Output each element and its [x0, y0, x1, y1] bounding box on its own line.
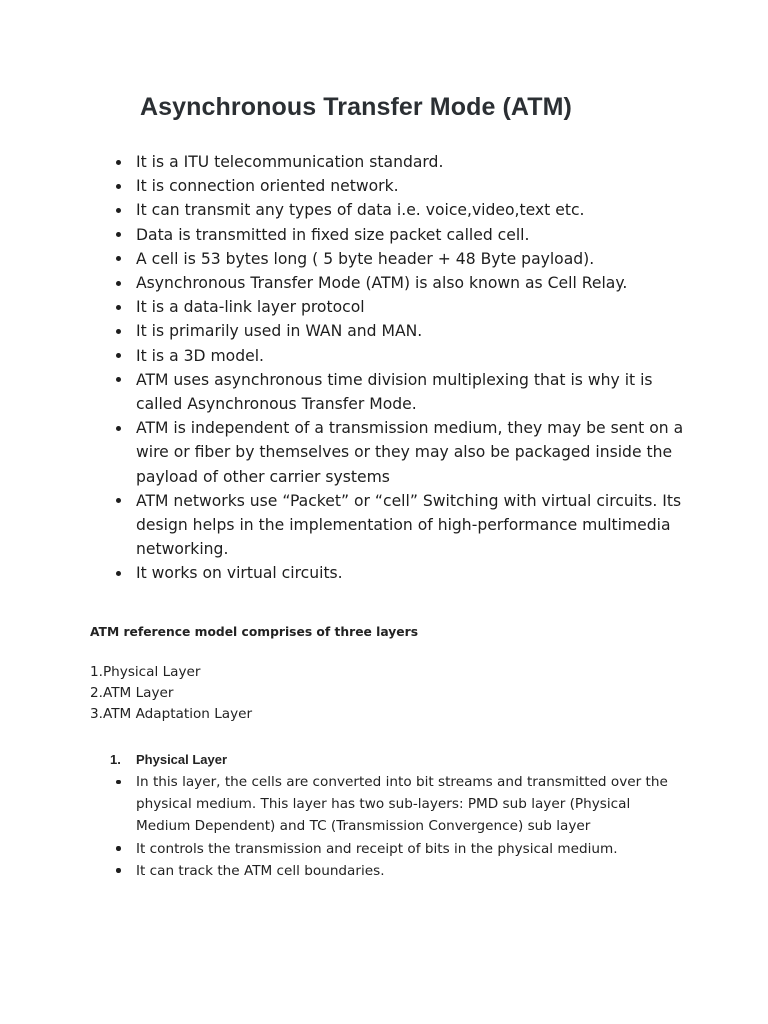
list-item: ATM uses asynchronous time division multiplexing that is why it is called Asynchronous Transfer Mode. [136, 368, 696, 416]
list-item: It works on virtual circuits. [136, 561, 696, 585]
list-item: It is a data-link layer protocol [136, 295, 696, 319]
layer-item: 2.ATM Layer [90, 685, 174, 701]
list-item: ATM is independent of a transmission medium, they may be sent on a wire or fiber by themselves or they may also be packaged inside the payload of other carrier systems [136, 416, 696, 489]
list-item: It can track the ATM cell boundaries. [136, 860, 676, 882]
reference-model-heading: ATM reference model comprises of three layers [90, 625, 419, 639]
list-item: A cell is 53 bytes long ( 5 byte header + 48 Byte payload). [136, 247, 696, 271]
list-item: ATM networks use “Packet” or “cell” Switching with virtual circuits. Its design helps in the implementation of high-performance multimedia networking. [136, 489, 696, 562]
page-title: Asynchronous Transfer Mode (ATM) [140, 93, 572, 121]
layers-list [90, 662, 252, 725]
list-item: It is connection oriented network. [136, 174, 696, 198]
list-item: In this layer, the cells are converted into bit streams and transmitted over the physical medium. This layer has two sub-layers: PMD sub layer (Physical Medium Dependent) and TC (Transmission Convergence) sub layer [136, 771, 676, 838]
list-item: Asynchronous Transfer Mode (ATM) is also known as Cell Relay. [136, 271, 696, 295]
layer-item: 3.ATM Adaptation Layer [90, 706, 253, 722]
list-item: It controls the transmission and receipt of bits in the physical medium. [136, 838, 676, 860]
physical-layer-heading [110, 752, 227, 767]
heading-number: 1. [110, 752, 121, 767]
list-item: It is a ITU telecommunication standard. [136, 150, 696, 174]
list-item: It is a 3D model. [136, 344, 696, 368]
heading-text: Physical Layer [136, 752, 228, 767]
list-item: It can transmit any types of data i.e. voice,video,text etc. [136, 198, 696, 222]
atm-facts-list [136, 150, 696, 586]
list-item: Data is transmitted in fixed size packet called cell. [136, 223, 696, 247]
layer-item: 1.Physical Layer [90, 664, 201, 680]
physical-layer-list [136, 771, 676, 882]
list-item: It is primarily used in WAN and MAN. [136, 319, 696, 343]
